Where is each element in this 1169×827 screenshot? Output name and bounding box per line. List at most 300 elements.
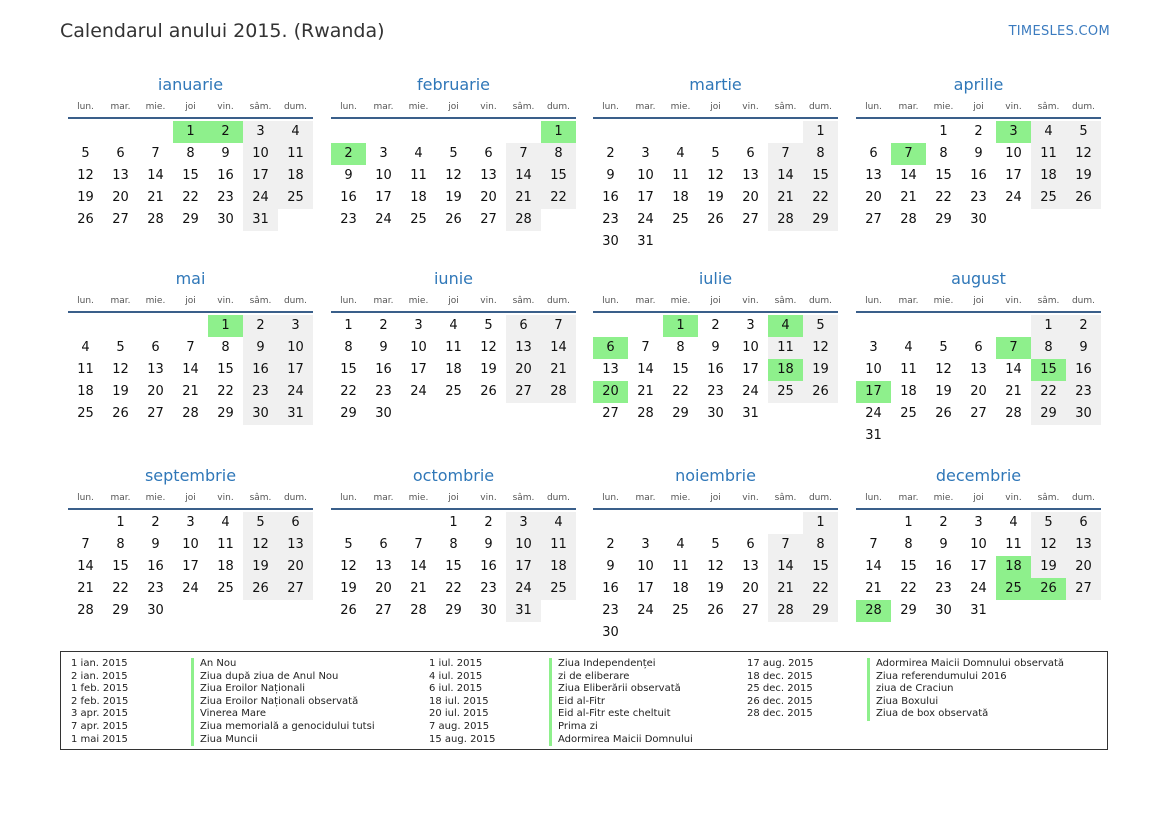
day-cell: 23 <box>243 381 278 403</box>
empty-cell <box>366 121 401 143</box>
weekday-label: sâm. <box>512 296 535 306</box>
day-grid <box>331 512 576 622</box>
weekday-header <box>331 98 576 116</box>
holiday-column <box>429 658 693 746</box>
holiday-marker <box>867 671 870 684</box>
day-cell: 10 <box>1005 146 1022 161</box>
holiday-entry <box>429 683 693 696</box>
day-cell: 11 <box>1005 537 1022 552</box>
weekday-label: mar. <box>373 102 394 112</box>
empty-cell <box>768 121 803 143</box>
weekday-label: vin. <box>217 296 234 306</box>
day-cell: 26 <box>445 212 462 227</box>
day-cell: 5 <box>243 512 278 534</box>
weekday-label: dum. <box>546 296 571 306</box>
day-cell: 11 <box>1031 143 1066 165</box>
day-cell: 17 <box>742 362 759 377</box>
day-cell: 28 <box>182 406 199 421</box>
holiday-day: 4 <box>768 315 803 337</box>
day-cell: 31 <box>742 406 759 421</box>
day-cell: 27 <box>970 406 987 421</box>
empty-cell <box>593 512 628 534</box>
day-cell: 13 <box>865 168 882 183</box>
weekday-label: mie. <box>933 493 954 503</box>
day-cell: 7 <box>541 315 576 337</box>
holiday-name: Ziua Eroilor Naționali observată <box>200 695 359 707</box>
weekday-label: dum. <box>283 296 308 306</box>
empty-cell <box>138 315 173 337</box>
day-cell: 28 <box>541 381 576 403</box>
day-cell: 19 <box>112 384 129 399</box>
holiday-name: ziua de Craciun <box>876 683 954 695</box>
weekday-label: vin. <box>1005 296 1022 306</box>
day-cell: 4 <box>676 537 685 552</box>
day-cell: 24 <box>506 578 541 600</box>
day-cell: 19 <box>340 581 357 596</box>
day-grid <box>68 121 313 231</box>
holiday-entry <box>71 734 375 747</box>
day-cell: 17 <box>410 362 427 377</box>
day-cell: 14 <box>768 165 803 187</box>
day-cell: 24 <box>1005 190 1022 205</box>
month-name: mai <box>175 269 206 288</box>
day-cell: 13 <box>602 362 619 377</box>
day-cell: 23 <box>602 603 619 618</box>
holiday-date: 2 ian. 2015 <box>71 670 128 682</box>
header-rule <box>331 117 576 119</box>
weekday-label: lun. <box>340 493 357 503</box>
day-cell: 21 <box>900 190 917 205</box>
holiday-date: 26 dec. 2015 <box>747 695 813 707</box>
day-cell: 22 <box>182 190 199 205</box>
weekday-label: sâm. <box>512 102 535 112</box>
header-rule <box>331 311 576 313</box>
holiday-date: 18 dec. 2015 <box>747 670 813 682</box>
holiday-entry <box>71 708 375 721</box>
day-cell: 26 <box>340 603 357 618</box>
day-cell: 21 <box>768 187 803 209</box>
weekday-label: vin. <box>480 296 497 306</box>
holiday-marker <box>549 708 552 721</box>
empty-cell <box>366 512 401 534</box>
holiday-entry <box>429 708 693 721</box>
day-cell: 6 <box>379 537 388 552</box>
day-cell: 2 <box>1066 315 1101 337</box>
holiday-date: 15 aug. 2015 <box>429 733 496 745</box>
month-noiembrie <box>593 463 838 644</box>
weekday-label: dum. <box>546 493 571 503</box>
day-cell: 17 <box>637 581 654 596</box>
holiday-day: 1 <box>173 121 208 143</box>
day-cell: 28 <box>77 603 94 618</box>
day-cell: 11 <box>768 337 803 359</box>
day-cell: 20 <box>112 190 129 205</box>
weekday-header <box>856 292 1101 310</box>
day-cell: 27 <box>375 603 392 618</box>
day-cell: 6 <box>869 146 878 161</box>
day-cell: 3 <box>243 121 278 143</box>
weekday-label: mar. <box>373 493 394 503</box>
day-cell: 26 <box>707 603 724 618</box>
weekday-label: mie. <box>408 296 429 306</box>
header-rule <box>68 311 313 313</box>
day-cell: 19 <box>480 362 497 377</box>
weekday-label: lun. <box>602 102 619 112</box>
day-cell: 18 <box>541 556 576 578</box>
day-cell: 30 <box>147 603 164 618</box>
empty-cell <box>401 121 436 143</box>
holiday-name: Eid al-Fitr este cheltuit <box>558 708 671 720</box>
day-grid <box>68 512 313 622</box>
day-cell: 28 <box>506 209 541 231</box>
empty-cell <box>856 121 891 143</box>
day-cell: 30 <box>935 603 952 618</box>
day-cell: 14 <box>77 559 94 574</box>
day-cell: 13 <box>1066 534 1101 556</box>
day-cell: 25 <box>672 603 689 618</box>
holiday-day: 6 <box>593 337 628 359</box>
empty-cell <box>663 121 698 143</box>
holiday-entry <box>747 683 1064 696</box>
holiday-date: 1 ian. 2015 <box>71 658 128 669</box>
header-rule <box>856 508 1101 510</box>
holiday-day: 2 <box>331 143 366 165</box>
day-cell: 1 <box>803 121 838 143</box>
day-cell: 9 <box>606 168 615 183</box>
day-cell: 10 <box>637 559 654 574</box>
day-cell: 2 <box>243 315 278 337</box>
day-cell: 13 <box>147 362 164 377</box>
weekday-label: sâm. <box>774 493 797 503</box>
weekday-label: mie. <box>408 102 429 112</box>
day-cell: 2 <box>484 515 493 530</box>
day-cell: 21 <box>410 581 427 596</box>
weekday-label: mie. <box>670 102 691 112</box>
day-cell: 9 <box>344 168 353 183</box>
holiday-date: 7 aug. 2015 <box>429 720 490 732</box>
day-cell: 14 <box>637 362 654 377</box>
weekday-label: mie. <box>670 493 691 503</box>
day-cell: 29 <box>445 603 462 618</box>
day-cell: 15 <box>112 559 129 574</box>
day-cell: 29 <box>935 212 952 227</box>
holiday-entry <box>747 708 1064 721</box>
day-cell: 4 <box>278 121 313 143</box>
holiday-entry <box>71 658 375 671</box>
day-grid <box>68 315 313 425</box>
weekday-label: mar. <box>110 493 131 503</box>
day-cell: 24 <box>637 603 654 618</box>
day-cell: 27 <box>602 406 619 421</box>
holiday-name: Ziua Boxului <box>876 695 939 707</box>
weekday-label: sâm. <box>1037 493 1060 503</box>
day-cell: 5 <box>711 146 720 161</box>
day-cell: 27 <box>1066 578 1101 600</box>
month-decembrie <box>856 463 1101 622</box>
day-cell: 16 <box>970 168 987 183</box>
holiday-entry <box>429 671 693 684</box>
weekday-label: vin. <box>480 493 497 503</box>
day-cell: 23 <box>340 212 357 227</box>
day-cell: 29 <box>340 406 357 421</box>
empty-cell <box>996 315 1031 337</box>
day-cell: 25 <box>278 187 313 209</box>
day-cell: 3 <box>869 340 878 355</box>
day-cell: 5 <box>1031 512 1066 534</box>
holiday-marker <box>191 671 194 684</box>
empty-cell <box>593 315 628 337</box>
day-cell: 2 <box>974 124 983 139</box>
day-cell: 11 <box>278 143 313 165</box>
day-cell: 31 <box>278 403 313 425</box>
day-cell: 17 <box>637 190 654 205</box>
day-cell: 28 <box>147 212 164 227</box>
day-cell: 9 <box>606 559 615 574</box>
day-cell: 8 <box>449 537 458 552</box>
day-cell: 11 <box>77 362 94 377</box>
day-cell: 9 <box>974 146 983 161</box>
day-cell: 23 <box>707 384 724 399</box>
holiday-entry <box>429 658 693 671</box>
day-cell: 8 <box>344 340 353 355</box>
day-cell: 18 <box>900 384 917 399</box>
holiday-marker <box>549 683 552 696</box>
month-martie <box>593 72 838 253</box>
day-cell: 26 <box>243 578 278 600</box>
day-cell: 19 <box>707 190 724 205</box>
empty-cell <box>103 121 138 143</box>
holiday-marker <box>867 696 870 709</box>
day-grid <box>593 512 838 644</box>
weekday-header <box>68 292 313 310</box>
holiday-marker <box>191 696 194 709</box>
day-cell: 16 <box>340 190 357 205</box>
day-cell: 19 <box>803 359 838 381</box>
weekday-label: vin. <box>1005 102 1022 112</box>
weekday-header <box>68 98 313 116</box>
day-cell: 10 <box>970 537 987 552</box>
weekday-label: sâm. <box>249 493 272 503</box>
holiday-entry <box>429 696 693 709</box>
day-cell: 16 <box>147 559 164 574</box>
weekday-label: lun. <box>340 296 357 306</box>
day-cell: 19 <box>1031 556 1066 578</box>
day-cell: 18 <box>217 559 234 574</box>
day-cell: 15 <box>340 362 357 377</box>
day-cell: 15 <box>217 362 234 377</box>
day-cell: 9 <box>484 537 493 552</box>
holiday-day: 1 <box>208 315 243 337</box>
day-cell: 6 <box>1066 512 1101 534</box>
day-cell: 7 <box>869 537 878 552</box>
weekday-label: dum. <box>808 102 833 112</box>
day-cell: 5 <box>449 146 458 161</box>
empty-cell <box>628 315 663 337</box>
day-cell: 8 <box>1031 337 1066 359</box>
day-cell: 8 <box>186 146 195 161</box>
holiday-day: 28 <box>856 600 891 622</box>
day-cell: 21 <box>1005 384 1022 399</box>
weekday-header <box>856 98 1101 116</box>
holiday-name: Ziua referendumului 2016 <box>876 670 1007 682</box>
weekday-label: lun. <box>77 102 94 112</box>
month-octombrie <box>331 463 576 622</box>
weekday-label: sâm. <box>774 102 797 112</box>
empty-cell <box>628 512 663 534</box>
holiday-marker <box>549 658 552 671</box>
day-cell: 8 <box>803 534 838 556</box>
day-cell: 24 <box>278 381 313 403</box>
month-name: aprilie <box>953 75 1004 94</box>
day-cell: 3 <box>641 537 650 552</box>
weekday-label: dum. <box>283 102 308 112</box>
day-cell: 29 <box>1031 403 1066 425</box>
empty-cell <box>891 315 926 337</box>
brand-link[interactable]: TIMESLES.COM <box>1008 24 1110 39</box>
day-cell: 7 <box>151 146 160 161</box>
day-cell: 9 <box>379 340 388 355</box>
weekday-label: sâm. <box>512 493 535 503</box>
empty-cell <box>733 121 768 143</box>
day-cell: 11 <box>217 537 234 552</box>
day-cell: 15 <box>445 559 462 574</box>
weekday-label: dum. <box>1071 102 1096 112</box>
day-cell: 16 <box>935 559 952 574</box>
holiday-marker <box>191 721 194 734</box>
day-cell: 11 <box>672 559 689 574</box>
day-cell: 18 <box>672 190 689 205</box>
day-cell: 12 <box>707 168 724 183</box>
day-grid <box>856 121 1101 231</box>
day-cell: 20 <box>147 384 164 399</box>
holiday-name: Ziua de box observată <box>876 708 989 720</box>
day-cell: 24 <box>375 212 392 227</box>
day-cell: 30 <box>707 406 724 421</box>
day-cell: 19 <box>77 190 94 205</box>
weekday-label: vin. <box>1005 493 1022 503</box>
weekday-label: mie. <box>933 102 954 112</box>
empty-cell <box>506 121 541 143</box>
weekday-label: mar. <box>635 296 656 306</box>
day-cell: 4 <box>414 146 423 161</box>
day-cell: 1 <box>904 515 913 530</box>
weekday-label: joi <box>710 493 721 503</box>
weekday-label: joi <box>448 296 459 306</box>
holiday-entry <box>71 721 375 734</box>
weekday-label: lun. <box>865 493 882 503</box>
day-cell: 17 <box>375 190 392 205</box>
holiday-entry <box>747 658 1064 671</box>
day-grid <box>331 315 576 425</box>
weekday-label: mar. <box>898 296 919 306</box>
day-cell: 2 <box>711 318 720 333</box>
weekday-label: mar. <box>898 493 919 503</box>
day-cell: 5 <box>484 318 493 333</box>
month-ianuarie <box>68 72 313 231</box>
day-cell: 12 <box>1066 143 1101 165</box>
day-cell: 5 <box>344 537 353 552</box>
day-cell: 26 <box>935 406 952 421</box>
empty-cell <box>698 512 733 534</box>
holiday-date: 25 dec. 2015 <box>747 683 813 695</box>
weekday-header <box>593 489 838 507</box>
day-cell: 22 <box>803 187 838 209</box>
empty-cell <box>103 315 138 337</box>
holiday-day: 18 <box>996 556 1031 578</box>
day-cell: 17 <box>1005 168 1022 183</box>
day-cell: 16 <box>602 581 619 596</box>
day-cell: 12 <box>340 559 357 574</box>
day-cell: 1 <box>1031 315 1066 337</box>
day-cell: 5 <box>939 340 948 355</box>
day-cell: 2 <box>939 515 948 530</box>
day-cell: 11 <box>445 340 462 355</box>
day-cell: 31 <box>970 603 987 618</box>
weekday-label: mie. <box>145 102 166 112</box>
empty-cell <box>401 512 436 534</box>
day-cell: 8 <box>939 146 948 161</box>
holiday-column <box>747 658 1064 721</box>
weekday-label: joi <box>185 102 196 112</box>
day-cell: 5 <box>1066 121 1101 143</box>
holiday-date: 17 aug. 2015 <box>747 658 814 669</box>
day-cell: 10 <box>243 143 278 165</box>
day-cell: 20 <box>1066 556 1101 578</box>
day-cell: 12 <box>77 168 94 183</box>
weekday-label: mie. <box>145 296 166 306</box>
day-cell: 13 <box>970 362 987 377</box>
day-cell: 8 <box>221 340 230 355</box>
empty-cell <box>436 121 471 143</box>
day-cell: 22 <box>935 190 952 205</box>
day-cell: 7 <box>768 534 803 556</box>
empty-cell <box>331 512 366 534</box>
day-cell: 26 <box>803 381 838 403</box>
weekday-header <box>856 489 1101 507</box>
month-name: septembrie <box>144 466 237 485</box>
day-cell: 6 <box>278 512 313 534</box>
day-cell: 27 <box>112 212 129 227</box>
weekday-label: vin. <box>480 102 497 112</box>
day-cell: 27 <box>480 212 497 227</box>
day-cell: 19 <box>1066 165 1101 187</box>
day-cell: 5 <box>803 315 838 337</box>
day-cell: 1 <box>449 515 458 530</box>
day-cell: 21 <box>865 581 882 596</box>
day-cell: 26 <box>480 384 497 399</box>
holiday-name: Ziua după ziua de Anul Nou <box>200 670 339 682</box>
day-cell: 16 <box>243 359 278 381</box>
day-cell: 14 <box>182 362 199 377</box>
day-cell: 29 <box>112 603 129 618</box>
day-cell: 27 <box>742 603 759 618</box>
weekday-header <box>331 489 576 507</box>
day-cell: 17 <box>278 359 313 381</box>
day-cell: 4 <box>81 340 90 355</box>
month-name: februarie <box>416 75 491 94</box>
day-cell: 22 <box>900 581 917 596</box>
day-cell: 22 <box>217 384 234 399</box>
holiday-entry <box>747 671 1064 684</box>
day-grid <box>856 512 1101 622</box>
weekday-header <box>593 98 838 116</box>
day-cell: 20 <box>742 581 759 596</box>
weekday-label: dum. <box>1071 493 1096 503</box>
day-cell: 6 <box>506 315 541 337</box>
holiday-entry <box>747 696 1064 709</box>
day-cell: 13 <box>742 559 759 574</box>
day-cell: 1 <box>344 318 353 333</box>
